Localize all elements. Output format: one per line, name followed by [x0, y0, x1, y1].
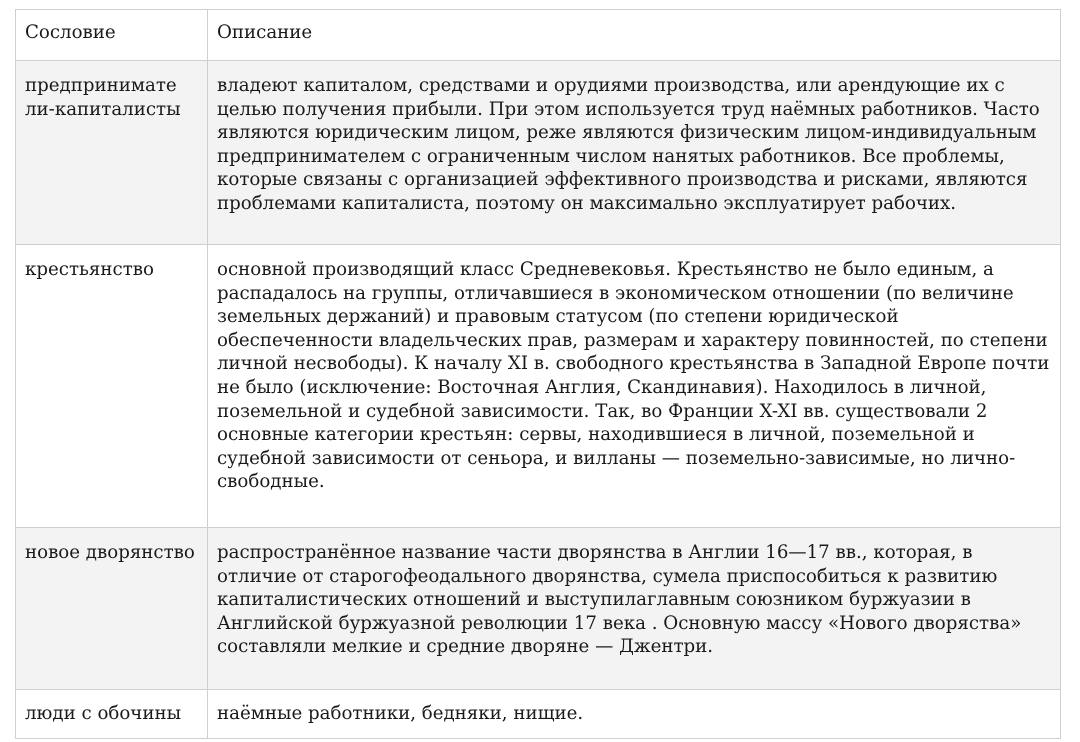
estate-cell: люди с обочины [16, 690, 208, 739]
description-cell: владеют капиталом, средствами и орудиями производства, или арендующие их с целью получения прибыли. При этом используется труд наёмных работников. Часто являются юридическим лицом, реже являются физическим лицом-индивидуальным предпринимателем с ограниченным числом нанятых работников. Все проблемы, которые связаны с организацией эффективного производства и рисками, являются проблемами капиталиста, поэтому он максимально эксплуатирует рабочих. [208, 61, 1061, 245]
description-cell: наёмные работники, бедняки, нищие. [208, 690, 1061, 739]
table-header-row [16, 10, 1061, 61]
estate-cell: новое дворянство [16, 528, 208, 690]
description-cell: основной производящий класс Средневековья. Крестьянство не было единым, а распадалось на группы, отличавшиеся в экономическом отношении (по величине земельных держаний) и правовым статусом (по степени юридической обеспеченности владельческих прав, размерам и характеру повинностей, по степени личной несвободы). К началу XI в. свободного крестьянства в Западной Европе почти не было (исключение: Восточная Англия, Скандинавия). Находилось в личной, поземельной и судебной зависимости. Так, во Франции X-XI вв. существовали 2 основные категории крестьян: сервы, находившиеся в личной, поземельной и судебной зависимости от сеньора, и вилланы — поземельно-зависимые, но лично-свободные. [208, 245, 1061, 528]
table-row [16, 245, 1061, 528]
estate-cell: крестьянство [16, 245, 208, 528]
table-row [16, 690, 1061, 739]
column-header-description: Описание [208, 10, 1061, 61]
estate-cell: предпринимате ли-капиталисты [16, 61, 208, 245]
column-header-estate: Сословие [16, 10, 208, 61]
table-row [16, 528, 1061, 690]
table-row [16, 61, 1061, 245]
estates-table [15, 9, 1061, 739]
description-cell: распространённое название части дворянства в Англии 16—17 вв., которая, в отличие от старогофеодального дворянства, сумела приспособиться к развитию капиталистических отношений и выступилаглавным союзником буржуазии в Английской буржуазной революции 17 века . Основную массу «Нового дворяства» составляли мелкие и средние дворяне — Джентри. [208, 528, 1061, 690]
